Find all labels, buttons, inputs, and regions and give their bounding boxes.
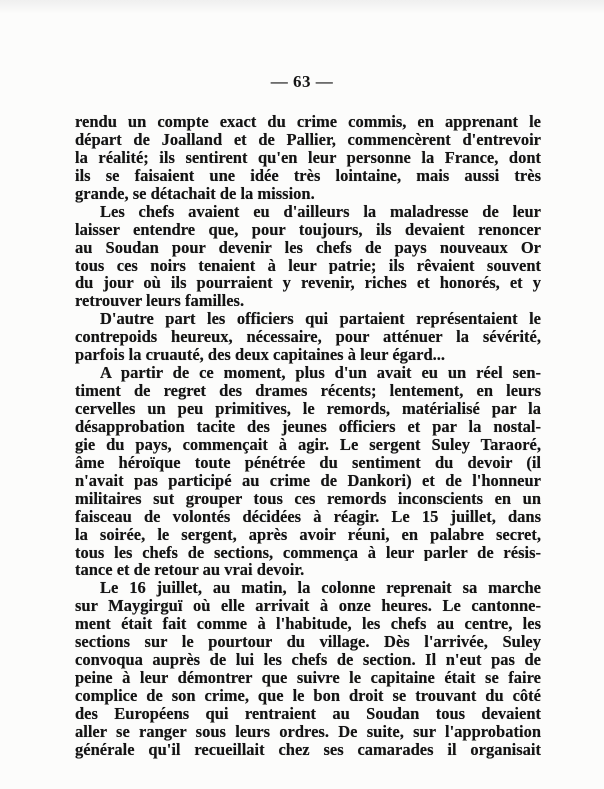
text-line: tous ces noirs tenaient à leur patrie; ils rêvaient souvent bbox=[75, 256, 541, 275]
text-line: Le 16 juillet, au matin, la colonne reprenait sa marche bbox=[100, 579, 541, 598]
text-line: tance et de retour au vrai devoir. bbox=[75, 561, 305, 580]
scan-edge-artifact bbox=[0, 0, 604, 14]
text-line: la réalité; ils sentirent qu'en leur personne la France, dont bbox=[75, 148, 541, 167]
text-line: timent de regret des drames récents; lentement, en leurs bbox=[75, 382, 541, 400]
text-line: n'avait pas participé au crime de Dankori) et de l'honneur bbox=[75, 471, 541, 490]
text-line: générale qu'il recueillait chez ses camarades il organisait bbox=[75, 740, 541, 759]
page-number: — 63 — bbox=[270, 72, 334, 91]
paragraph bbox=[75, 579, 541, 758]
text-line: tous les chefs de sections, commença à leur parler de résis- bbox=[75, 543, 541, 562]
text-line: départ de Joalland et de Pallier, commencèrent d'entrevoir bbox=[75, 130, 541, 149]
text-line: A partir de ce moment, plus d'un avait eu un réel sen- bbox=[100, 364, 541, 383]
text-line: des Européens qui rentraient au Soudan tous devaient bbox=[75, 704, 541, 723]
text-line: grande, se détachait de la mission. bbox=[75, 184, 315, 203]
paragraph bbox=[75, 113, 541, 203]
text-line: parfois la cruauté, des deux capitaines à leur égard... bbox=[75, 346, 446, 365]
text-line: rendu un compte exact du crime commis, en apprenant le bbox=[75, 113, 541, 131]
text-line: au Soudan pour devenir les chefs de pays nouveaux Or bbox=[75, 238, 541, 257]
text-line: ils se faisaient une idée très lointaine, mais aussi très bbox=[75, 166, 541, 185]
text-line: D'autre part les officiers qui partaient représentaient le bbox=[100, 310, 541, 329]
body-text bbox=[75, 113, 541, 759]
text-line: retrouver leurs familles. bbox=[75, 292, 245, 311]
text-line: sections sur le pourtour du village. Dès l'arrivée, Suley bbox=[75, 633, 541, 652]
paragraph bbox=[75, 364, 541, 579]
text-line: faisceau de volontés décidées à réagir. Le 15 juillet, dans bbox=[75, 507, 541, 526]
text-line: complice de son crime, que le bon droit se trouvant du côté bbox=[75, 687, 541, 705]
text-line: cervelles un peu primitives, le remords, matérialisé par la bbox=[75, 400, 541, 418]
text-line: désapprobation tacite des jeunes officiers et par la nostal- bbox=[75, 417, 541, 436]
text-line: la soirée, le sergent, après avoir réuni, en palabre secret, bbox=[75, 525, 541, 544]
paragraph bbox=[75, 203, 541, 311]
text-line: laisser entendre que, pour toujours, ils devaient renoncer bbox=[75, 220, 541, 239]
text-line: contrepoids heureux, nécessaire, pour atténuer la sévérité, bbox=[75, 328, 541, 347]
text-line: militaires sut grouper tous ces remords inconscients en un bbox=[75, 489, 541, 508]
text-line: peine à leur démontrer que suivre le capitaine était se faire bbox=[75, 669, 541, 687]
text-line: sur Maygirguï où elle arrivait à onze heures. Le cantonne- bbox=[75, 597, 541, 616]
text-line: convoqua auprès de lui les chefs de section. Il n'eut pas de bbox=[75, 651, 541, 670]
text-line: aller se ranger sous leurs ordres. De suite, sur l'approbation bbox=[75, 722, 541, 741]
text-line: Les chefs avaient eu d'ailleurs la maladresse de leur bbox=[100, 202, 541, 221]
text-line: ment était fait comme à l'habitude, les chefs au centre, les bbox=[75, 615, 541, 634]
text-line: du jour où ils pourraient y revenir, riches et honorés, et y bbox=[75, 274, 541, 293]
text-line: âme héroïque toute pénétrée du sentiment du devoir (il bbox=[75, 453, 541, 472]
text-line: gie du pays, commençait à agir. Le sergent Suley Taraoré, bbox=[75, 435, 541, 454]
paragraph bbox=[75, 310, 541, 364]
